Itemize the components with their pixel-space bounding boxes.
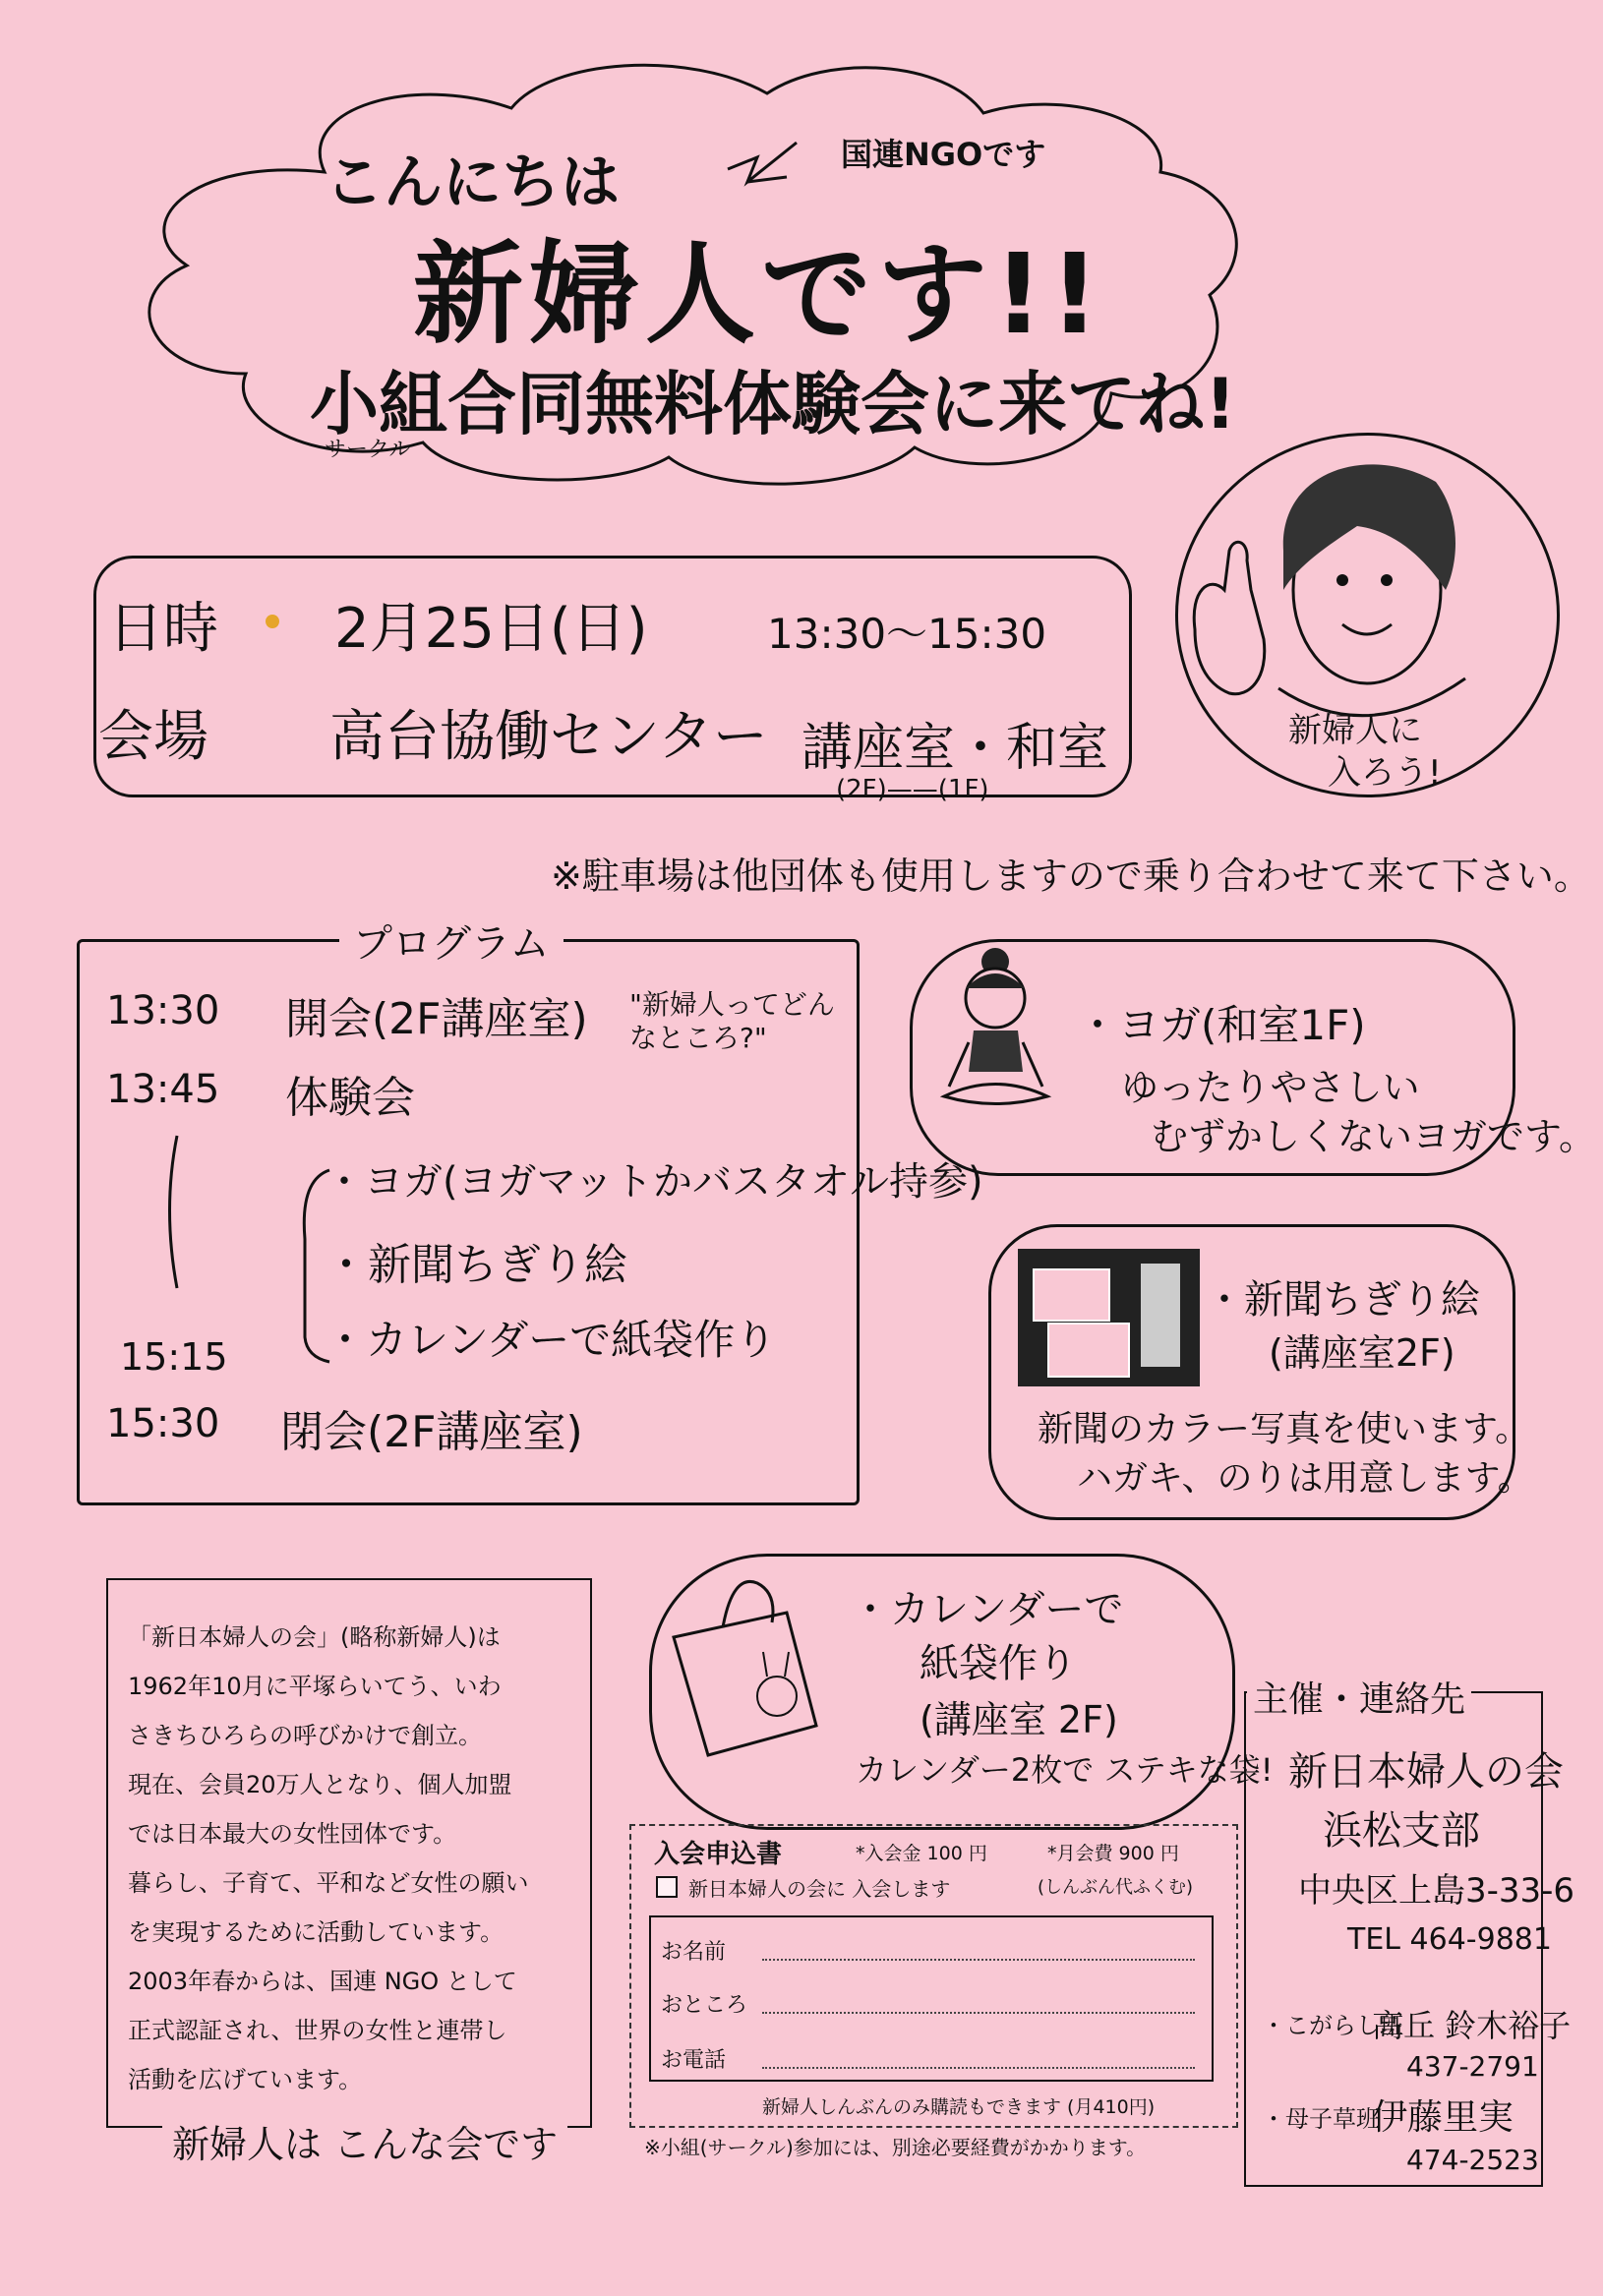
form-fee-2: *月会費 900 円 — [1047, 1843, 1179, 1864]
name-field[interactable] — [762, 1959, 1195, 1961]
bag-place: (講座室 2F) — [920, 1698, 1118, 1741]
parking-note: ※駐車場は他団体も使用しますので乗り合わせて来て下さい。 — [551, 854, 1591, 898]
phone-label: お電話 — [661, 2048, 727, 2073]
chigirie-line-1: 新聞のカラー写真を使います。 — [1038, 1409, 1531, 1449]
phone-field[interactable] — [762, 2067, 1195, 2069]
program-note-1: "新婦人ってどんなところ?" — [629, 988, 835, 1054]
address-field[interactable] — [762, 2012, 1195, 2014]
program-time-1: 13:30 — [106, 988, 220, 1033]
program-closing-time: 15:30 — [106, 1401, 220, 1446]
about-line: 活動を広げています。 — [128, 2066, 363, 2093]
mascot-caption-1: 新婦人に — [1288, 711, 1422, 750]
ruby-circle: サークル — [325, 438, 411, 462]
mascot-caption-2: 入ろう! — [1328, 753, 1442, 793]
about-line: を実現するために活動しています。 — [128, 1918, 505, 1946]
program-title: プログラム — [339, 913, 564, 969]
about-line: 正式認証され、世界の女性と連帯し — [128, 2017, 507, 2044]
contact-title: 主催・連絡先 — [1247, 1672, 1471, 1722]
about-line: さきちひろらの呼びかけで創立。 — [128, 1722, 482, 1749]
program-time-2: 13:45 — [106, 1067, 220, 1112]
subtitle: 小組合同無料体験会に来てね! — [310, 364, 1236, 444]
activity-chigirie: ・新聞ちぎり絵 — [325, 1240, 627, 1290]
yoga-line-2: むずかしくないヨガです。 — [1151, 1115, 1596, 1158]
about-line: 2003年春からは、国連 NGO として — [128, 1968, 517, 1995]
group-2-tel: 474-2523 — [1406, 2144, 1539, 2176]
greeting: こんにちは — [325, 148, 620, 217]
program-end-time: 15:15 — [120, 1335, 228, 1379]
about-line: 現在、会員20万人となり、個人加盟 — [128, 1771, 512, 1798]
form-title: 入会申込書 — [654, 1840, 783, 1869]
contact-org-1: 新日本婦人の会 — [1288, 1749, 1564, 1795]
about-line: では日本最大の女性団体です。 — [128, 1820, 457, 1848]
yoga-title: ・ヨガ(和室1F) — [1077, 1001, 1366, 1049]
yoga-line-1: ゆったりやさしい — [1121, 1066, 1420, 1109]
program-closing-item: 閉会(2F講座室) — [280, 1407, 583, 1457]
activity-bag: ・カレンダーで紙袋作り — [325, 1316, 777, 1364]
form-fee-1: *入会金 100 円 — [856, 1843, 987, 1864]
form-includes: (しんぶん代ふくむ) — [1038, 1877, 1194, 1898]
main-title: 新婦人です!! — [413, 231, 1106, 359]
chigirie-place: (講座室2F) — [1269, 1331, 1455, 1375]
address-label: おところ — [661, 1993, 748, 2018]
group-1-person: 高丘 鈴木裕子 — [1372, 2007, 1572, 2044]
checkbox-label: 新日本婦人の会に 入会します — [688, 1877, 951, 1901]
activity-yoga: ・ヨガ(ヨガマットかバスタオル持参) — [325, 1159, 983, 1205]
about-line: 1962年10月に平塚らいてう、いわ — [128, 1673, 502, 1700]
bag-title-1: ・カレンダーで — [851, 1587, 1124, 1632]
about-line: 「新日本婦人の会」(略称新婦人)は — [128, 1623, 501, 1651]
program-item-1: 開会(2F講座室) — [285, 994, 588, 1044]
contact-org-2: 浜松支部 — [1323, 1808, 1480, 1854]
name-label: お名前 — [661, 1940, 727, 1965]
chigirie-title: ・新聞ちぎり絵 — [1205, 1277, 1480, 1323]
contact-tel: TEL 464-9881 — [1347, 1922, 1552, 1957]
contact-address: 中央区上島3-33-6 — [1298, 1871, 1575, 1911]
bag-note: カレンダー2枚で ステキな袋! — [856, 1751, 1274, 1789]
join-checkbox[interactable] — [656, 1876, 678, 1898]
bag-title-2: 紙袋作り — [920, 1641, 1077, 1686]
rooms: 講座室・和室 — [802, 719, 1109, 778]
group-1-name: ・こがらし班 — [1262, 2012, 1403, 2039]
about-footer: 新婦人は こんな会です — [162, 2114, 567, 2168]
chigirie-line-2: ハガキ、のりは用意します。 — [1077, 1458, 1533, 1499]
group-2-person: 伊藤里実 — [1372, 2097, 1514, 2138]
venue-label: 会場 — [98, 705, 208, 769]
time-value: 13:30〜15:30 — [767, 610, 1047, 658]
subscription-note: 新婦人しんぶんのみ購読もできます (月410円) — [762, 2096, 1156, 2118]
date-label: 日時 — [108, 597, 218, 661]
group-1-tel: 437-2791 — [1406, 2050, 1539, 2083]
venue-value: 高台協働センター — [329, 705, 768, 769]
about-line: 暮らし、子育て、平和など女性の願い — [128, 1869, 529, 1897]
group-2-name: ・母子草班 — [1262, 2105, 1380, 2133]
floors: (2F)——(1F) — [836, 775, 989, 804]
circle-fee-note: ※小組(サークル)参加には、別途必要経費がかかります。 — [644, 2136, 1147, 2159]
ngo-note: 国連NGOです — [841, 136, 1046, 173]
program-item-2: 体験会 — [285, 1073, 415, 1123]
date-value: 2月25日(日) — [334, 597, 648, 661]
